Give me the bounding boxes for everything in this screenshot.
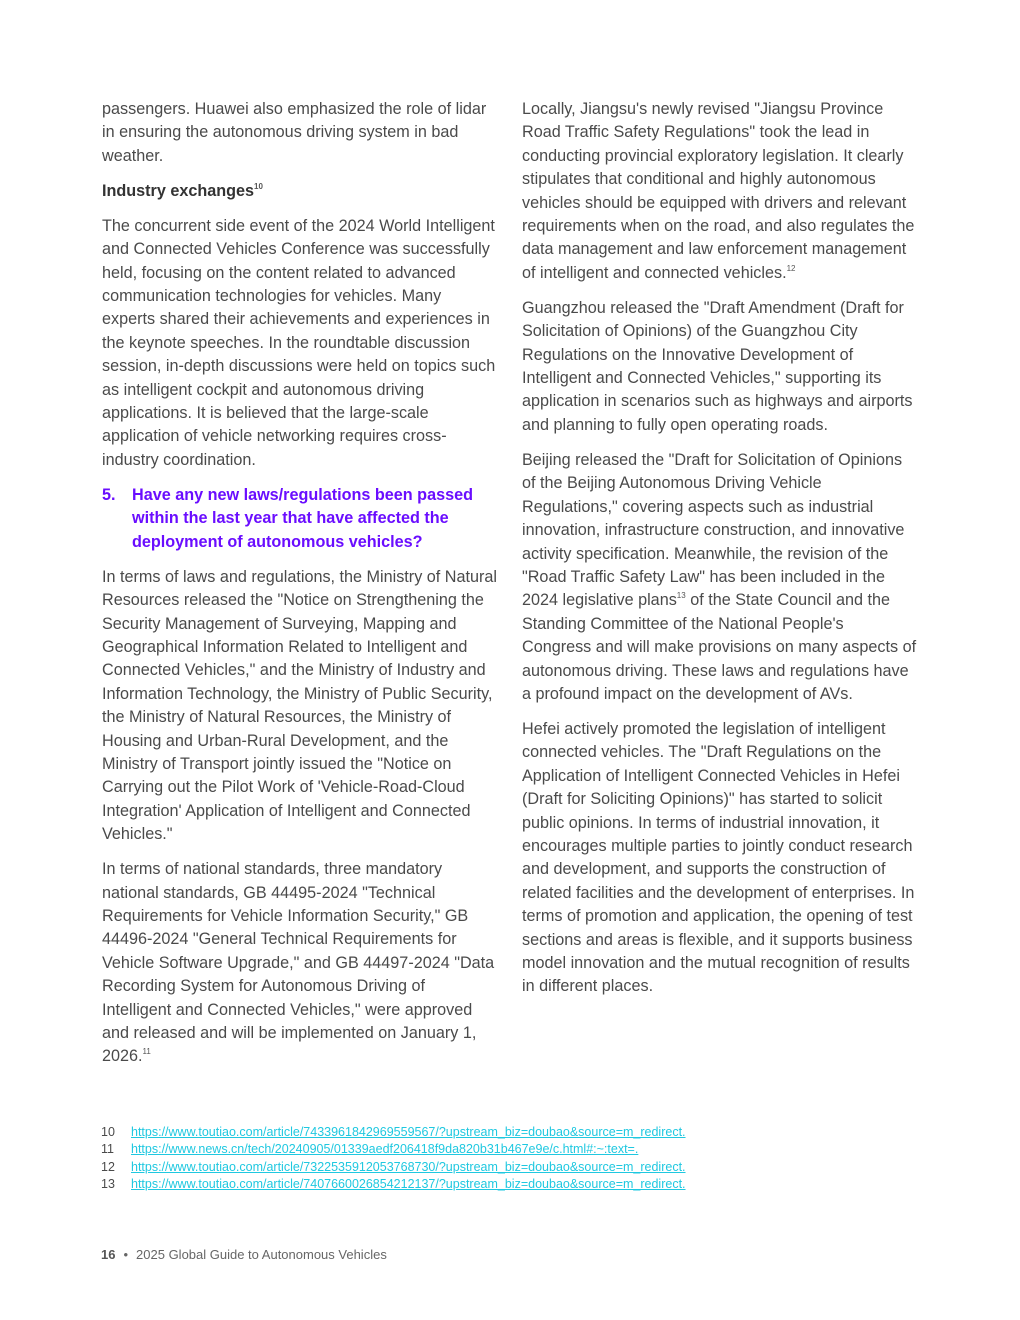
footnote-link[interactable]: https://www.toutiao.com/article/7407660026854212137/?upstream_biz=doubao&source=m_redirect. (131, 1176, 686, 1191)
paragraph-text: Locally, Jiangsu's newly revised "Jiangsu Province Road Traffic Safety Regulations" took the lead in conducting provincial exploratory legislation. It clearly stipulates that conditional and highly autonomous vehicles should be equipped with drivers and relevant requirements when on the road, and also regulates the data management and law enforcement management of intelligent and connected vehicles. (522, 100, 915, 282)
left-column (102, 98, 497, 1080)
footnote-link[interactable]: https://www.toutiao.com/article/7433961842969559567/?upstream_biz=doubao&source=m_redirect. (131, 1125, 686, 1139)
footnote-ref: 10 (254, 181, 263, 191)
footnote-number: 10 (101, 1125, 115, 1139)
footnote (101, 1159, 941, 1176)
paragraph-text: Beijing released the "Draft for Solicitation of Opinions of the Beijing Autonomous Driving Vehicle Regulations," covering aspects such as industrial innovation, infrastructure construction, and innovative activity specification. Meanwhile, the revision of the "Road Traffic Safety Law" has been included in the 2024 legislative plans (522, 450, 905, 610)
footnote-ref: 11 (142, 1047, 151, 1057)
footer-separator: • (123, 1247, 129, 1262)
paragraph: Guangzhou released the "Draft Amendment (Draft for Solicitation of Opinions) of the Guangzhou City Regulations on the Innovative Development of Intelligent and Connected Vehicles," supporting its application in scenarios such as highways and airports and planning to fully open operating roads. (522, 298, 913, 434)
paragraph (522, 449, 917, 706)
section-heading (102, 180, 497, 203)
paragraph (522, 98, 917, 285)
paragraph (102, 858, 497, 1069)
footnote (101, 1124, 941, 1141)
paragraph-text: In terms of national standards, three mandatory national standards, GB 44495-2024 "Technical Requirements for Vehicle Information Security," GB 44496-2024 "General Technical Requirements for Vehicle Software Upgrade," and GB 44497-2024 "Data Recording System for Autonomous Driving of Intelligent and Connected Vehicles," were approved and released and will be implemented on January 1, 2026. (102, 860, 495, 1066)
paragraph: Hefei actively promoted the legislation of intelligent connected vehicles. The "Draft Regulations on the Application of Intelligent Connected Vehicles in Hefei (Draft for Soliciting Opinions)" has started to solicit public opinions. In terms of industrial innovation, it encourages multiple parties to jointly conduct research and development, and supports the construction of related facilities and the development of enterprises. In terms of promotion and application, the opening of test sections and areas is flexible, and it supports business model innovation and the mutual recognition of results in different places. (522, 719, 915, 996)
footnotes (101, 1124, 941, 1193)
document-title: 2025 Global Guide to Autonomous Vehicles (136, 1247, 387, 1262)
footnote-link[interactable]: https://www.toutiao.com/article/7322535912053768730/?upstream_biz=doubao&source=m_redirect. (131, 1159, 686, 1174)
paragraph: passengers. Huawei also emphasized the role of lidar in ensuring the autonomous driving system in bad weather. (102, 100, 487, 165)
footnote-number: 11 (101, 1142, 114, 1157)
footnote (101, 1141, 941, 1158)
footnote-number: 12 (101, 1159, 115, 1174)
footnote-ref: 12 (786, 263, 796, 273)
paragraph: In terms of laws and regulations, the Ministry of Natural Resources released the "Notice on Strengthening the Security Management of Surveying, Mapping and Geographical Information Related to Intelligent and Connected Vehicles," and the Ministry of Industry and Information Technology, the Ministry of Public Security, the Ministry of Natural Resources, the Ministry of Housing and Urban-Rural Development, and the Ministry of Transport jointly issued the "Notice on Carrying out the Pilot Work of 'Vehicle-Road-Cloud Integration' Application of Intelligent and Connected Vehicles." (102, 567, 497, 844)
question-text: Have any new laws/regulations been passed within the last year that have affected the deployment of autonomous vehicles? (132, 485, 473, 551)
page-footer (101, 1246, 387, 1264)
heading-text: Industry exchanges (102, 181, 255, 200)
paragraph-text: of the State Council and the Standing Committee of the National People's Congress and will make provisions on many aspects of autonomous driving. These laws and regulations have a profound impact on the development of AVs. (522, 591, 917, 703)
question-heading (102, 484, 497, 554)
footnote-link[interactable]: https://www.news.cn/tech/20240905/01339aedf206418f9da820b31b467e9e/c.html#:~:text=. (131, 1142, 639, 1157)
footnote (101, 1176, 941, 1193)
paragraph: The concurrent side event of the 2024 World Intelligent and Connected Vehicles Conference was successfully held, focusing on the content related to advanced communication technologies for vehicles. Many experts shared their achievements and experiences in the keynote speeches. In the roundtable discussion session, in-depth discussions were held on topics such as intelligent cockpit and autonomous driving applications. It is believed that the large-scale application of vehicle networking requires cross-industry coordination. (102, 216, 496, 469)
footnote-number: 13 (101, 1176, 115, 1191)
footnote-ref: 13 (676, 591, 686, 601)
page-number: 16 (101, 1247, 116, 1262)
question-number: 5. (102, 485, 116, 504)
right-column (522, 98, 917, 1010)
